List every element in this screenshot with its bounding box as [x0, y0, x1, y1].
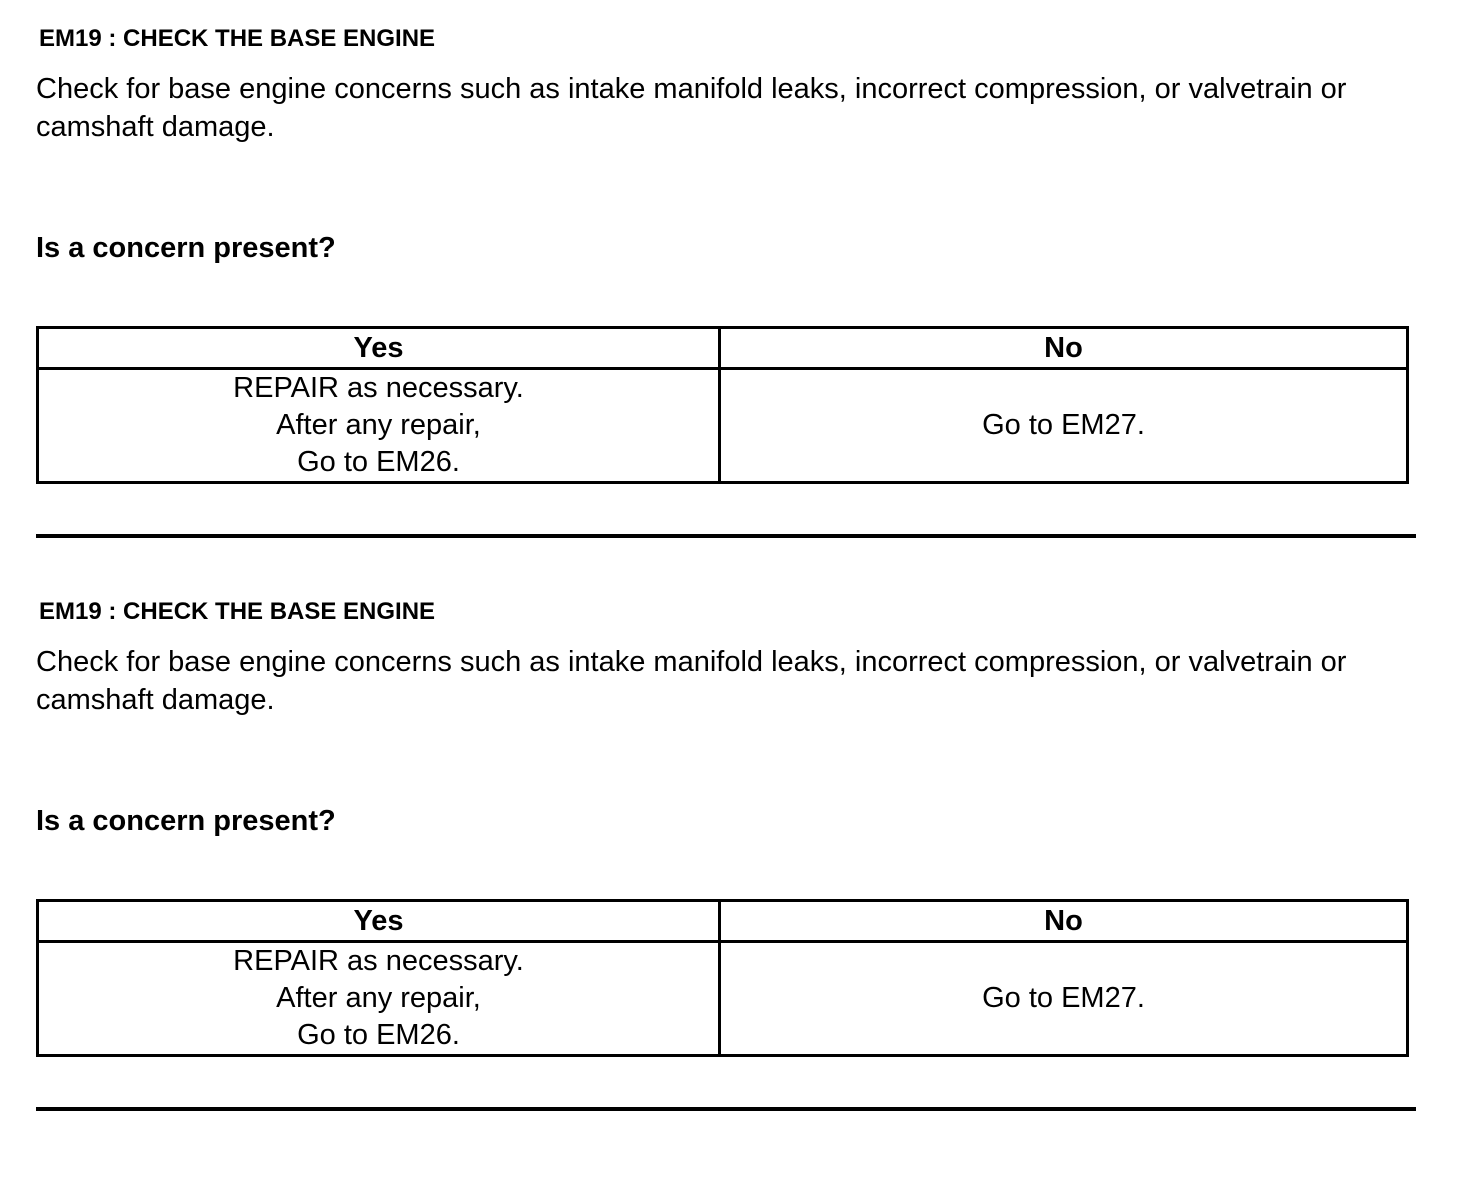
table-header-row: [38, 328, 1408, 369]
step-description: Check for base engine concerns such as intake manifold leaks, incorrect compression, or valvetrain or camshaft damage.: [36, 73, 1347, 143]
no-action-cell: Go to EM27.: [720, 942, 1408, 1056]
table-row: [38, 369, 1408, 483]
step-question: Is a concern present?: [36, 232, 336, 264]
yes-action-line: Go to EM26.: [297, 1019, 460, 1051]
section-divider: [36, 1107, 1416, 1111]
yes-action-cell: [38, 942, 720, 1056]
no-header: No: [720, 328, 1408, 369]
no-action-cell: Go to EM27.: [720, 369, 1408, 483]
step-title: EM19 : CHECK THE BASE ENGINE: [39, 25, 436, 52]
step-question: Is a concern present?: [36, 805, 336, 837]
step-description: Check for base engine concerns such as intake manifold leaks, incorrect compression, or valvetrain or camshaft damage.: [36, 646, 1347, 716]
yes-action-line: REPAIR as necessary.: [233, 945, 524, 977]
no-header: No: [720, 901, 1408, 942]
decision-table: [36, 899, 1409, 1057]
yes-action-cell: [38, 369, 720, 483]
yes-action-line: Go to EM26.: [297, 446, 460, 478]
yes-action-line: REPAIR as necessary.: [233, 372, 524, 404]
step-title: EM19 : CHECK THE BASE ENGINE: [39, 598, 436, 625]
yes-action-line: After any repair,: [276, 982, 481, 1014]
table-header-row: [38, 901, 1408, 942]
yes-action-line: After any repair,: [276, 409, 481, 441]
table-row: [38, 942, 1408, 1056]
section-divider: [36, 534, 1416, 538]
yes-header: Yes: [38, 328, 720, 369]
decision-table: [36, 326, 1409, 484]
yes-header: Yes: [38, 901, 720, 942]
